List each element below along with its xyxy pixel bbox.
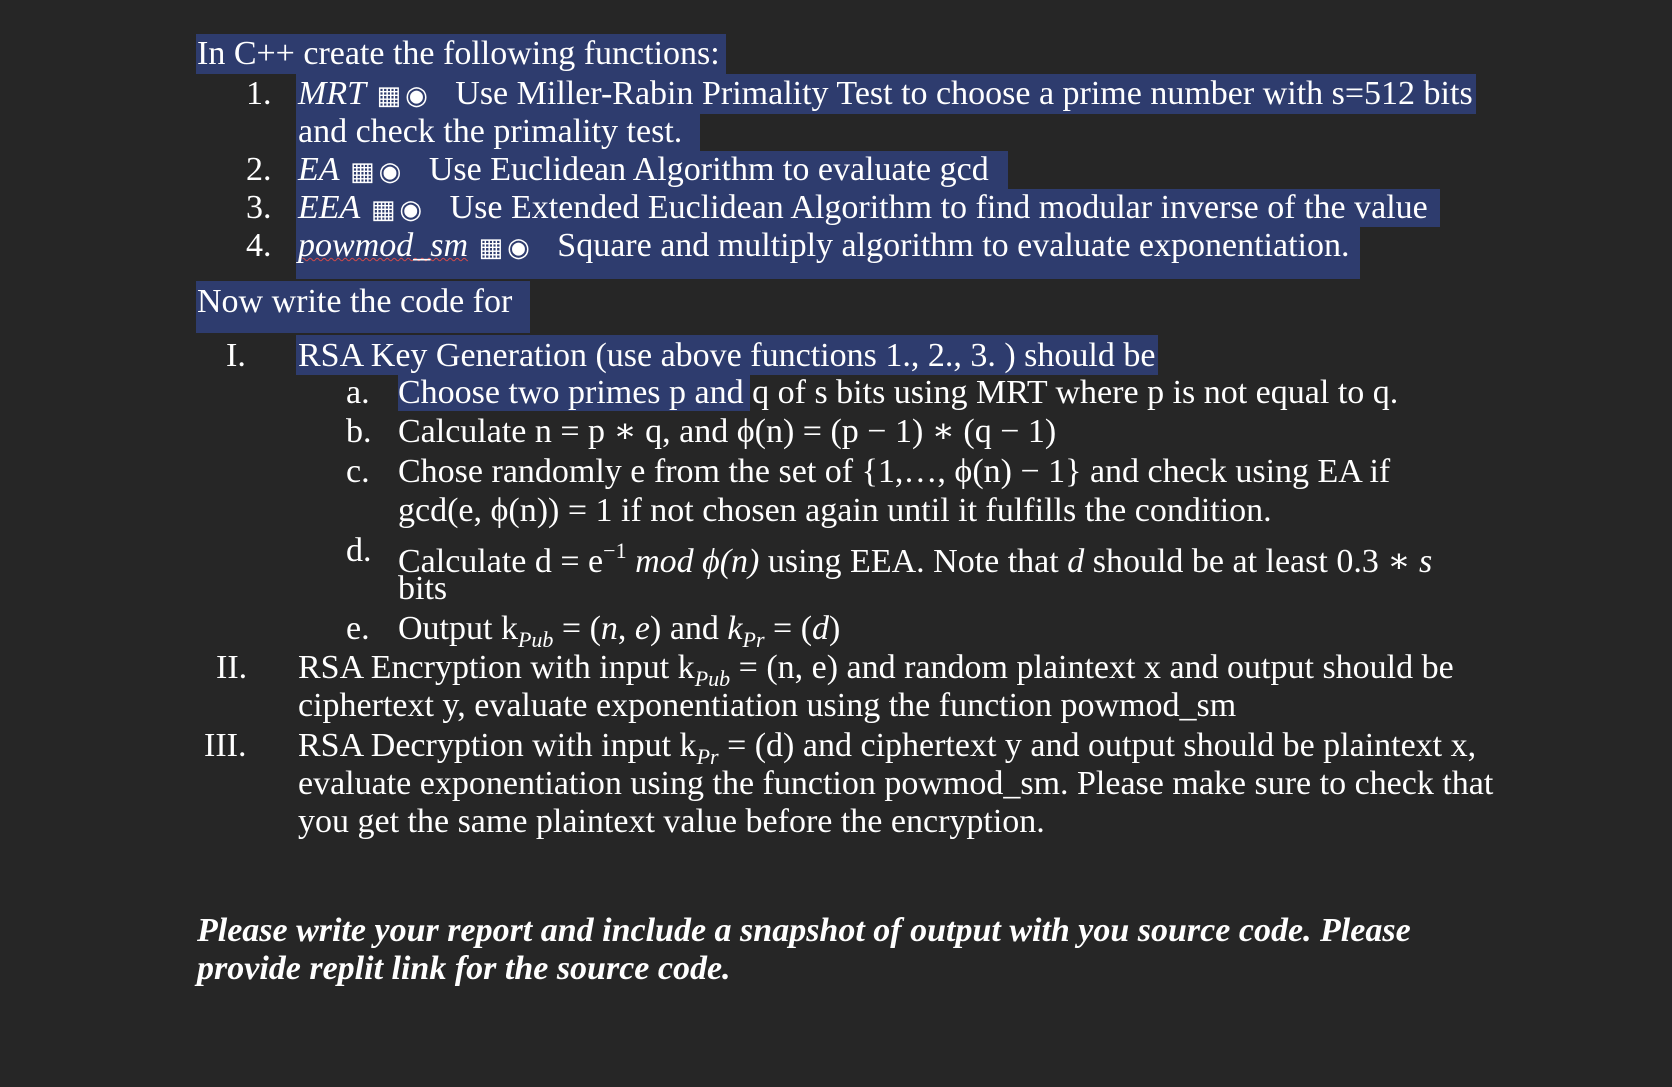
func4-line [298, 226, 1350, 266]
func1-line2: and check the primality test. [298, 113, 683, 150]
func3-name: EEA [298, 189, 361, 226]
step-d-text2: bits [398, 570, 448, 607]
save-icon: ▦ [376, 81, 402, 111]
step-b-label: b. [346, 413, 372, 450]
func1-name: MRT [298, 75, 366, 112]
inverse-exponent: −1 [603, 538, 627, 563]
section2-text-b: = (n, e) and random plaintext x and output should be [738, 649, 1454, 686]
save-icon: ▦ [478, 233, 504, 263]
save-icon: ▦ [370, 195, 396, 225]
step-d-label: d. [346, 532, 372, 569]
clock-icon: ◉ [507, 233, 530, 263]
step-c-text2: gcd(e, ϕ(n)) = 1 if not chosen again until it fulfills the condition. [398, 492, 1272, 529]
step-a-text: Choose two primes p and q of s bits using MRT where p is not equal to q. [398, 374, 1399, 411]
func3-number: 3. [246, 189, 272, 226]
step-b-text: Calculate n = p ∗ q, and ϕ(n) = (p − 1) ∗ (q − 1) [398, 413, 1057, 450]
step-e-label: e. [346, 610, 370, 647]
func3-line [298, 188, 1428, 228]
func2-line [298, 150, 989, 190]
section2-text: RSA Encryption with input k [298, 649, 695, 686]
func4-number: 4. [246, 227, 272, 264]
step-e-main: Output k [398, 610, 518, 647]
step-e-text: Output $k_{Pub} = (n$, e) and $k_{Pr} = (d)$ [398, 610, 841, 652]
section1-number: I. [226, 337, 246, 374]
step-c-text: Chose randomly e from the set of {1,…, ϕ(n) − 1} and check using EA if [398, 453, 1391, 490]
step-d-main: Calculate d = e [398, 543, 604, 580]
section3-number: III. [204, 727, 247, 764]
clock-icon: ◉ [399, 195, 423, 225]
func3-desc: Use Extended Euclidean Algorithm to find modular inverse of the value [449, 189, 1428, 226]
func2-number: 2. [246, 151, 272, 188]
section3-line1: RSA Decryption with input $k_{Pr} = (d)$ and ciphertext y and output should be plaintext x, [298, 727, 1477, 769]
func2-desc: Use Euclidean Algorithm to evaluate gcd [428, 151, 989, 188]
section2-line2: ciphertext y, evaluate exponentiation using the function powmod_sm [298, 687, 1237, 724]
section3-text-b: = (d) and ciphertext y and output should be plaintext x, [727, 727, 1477, 764]
footer-line1: Please write your report and include a snapshot of output with you source code. Please [197, 912, 1411, 949]
step-d-text: Calculate $d = e^{-1}$ mod ϕ(n) using EEA. Note that d should be at least 0.3 ∗ s [398, 538, 1433, 580]
now-write-heading: Now write the code for [197, 283, 513, 320]
step-c-label: c. [346, 453, 370, 490]
section1-title: RSA Key Generation (use above functions 1., 2., 3. ) should be [298, 337, 1156, 374]
func2-name: EA [298, 151, 340, 188]
func1-number: 1. [246, 75, 272, 112]
section3-line3: you get the same plaintext value before the encryption. [298, 803, 1045, 840]
save-icon: ▦ [350, 157, 375, 187]
clock-icon: ◉ [378, 157, 402, 187]
func1-line [298, 74, 1473, 114]
footer-line2: provide replit link for the source code. [197, 950, 731, 987]
section3-text: RSA Decryption with input k [298, 727, 697, 764]
clock-icon: ◉ [405, 81, 428, 111]
section3-line2: evaluate exponentiation using the function powmod_sm. Please make sure to check that [298, 765, 1494, 802]
section2-number: II. [216, 649, 248, 686]
func4-desc: Square and multiply algorithm to evaluate exponentiation. [557, 227, 1350, 264]
intro-heading: In C++ create the following functions: [197, 35, 720, 72]
step-a-label: a. [346, 374, 370, 411]
func4-name: powmod_sm [298, 227, 469, 264]
func1-desc: Use Miller-Rabin Primality Test to choose a prime number with s=512 bits [455, 75, 1473, 112]
section2-line1: RSA Encryption with input $k_{Pub} = (n$, e) and random plaintext x and output should be [298, 649, 1454, 691]
